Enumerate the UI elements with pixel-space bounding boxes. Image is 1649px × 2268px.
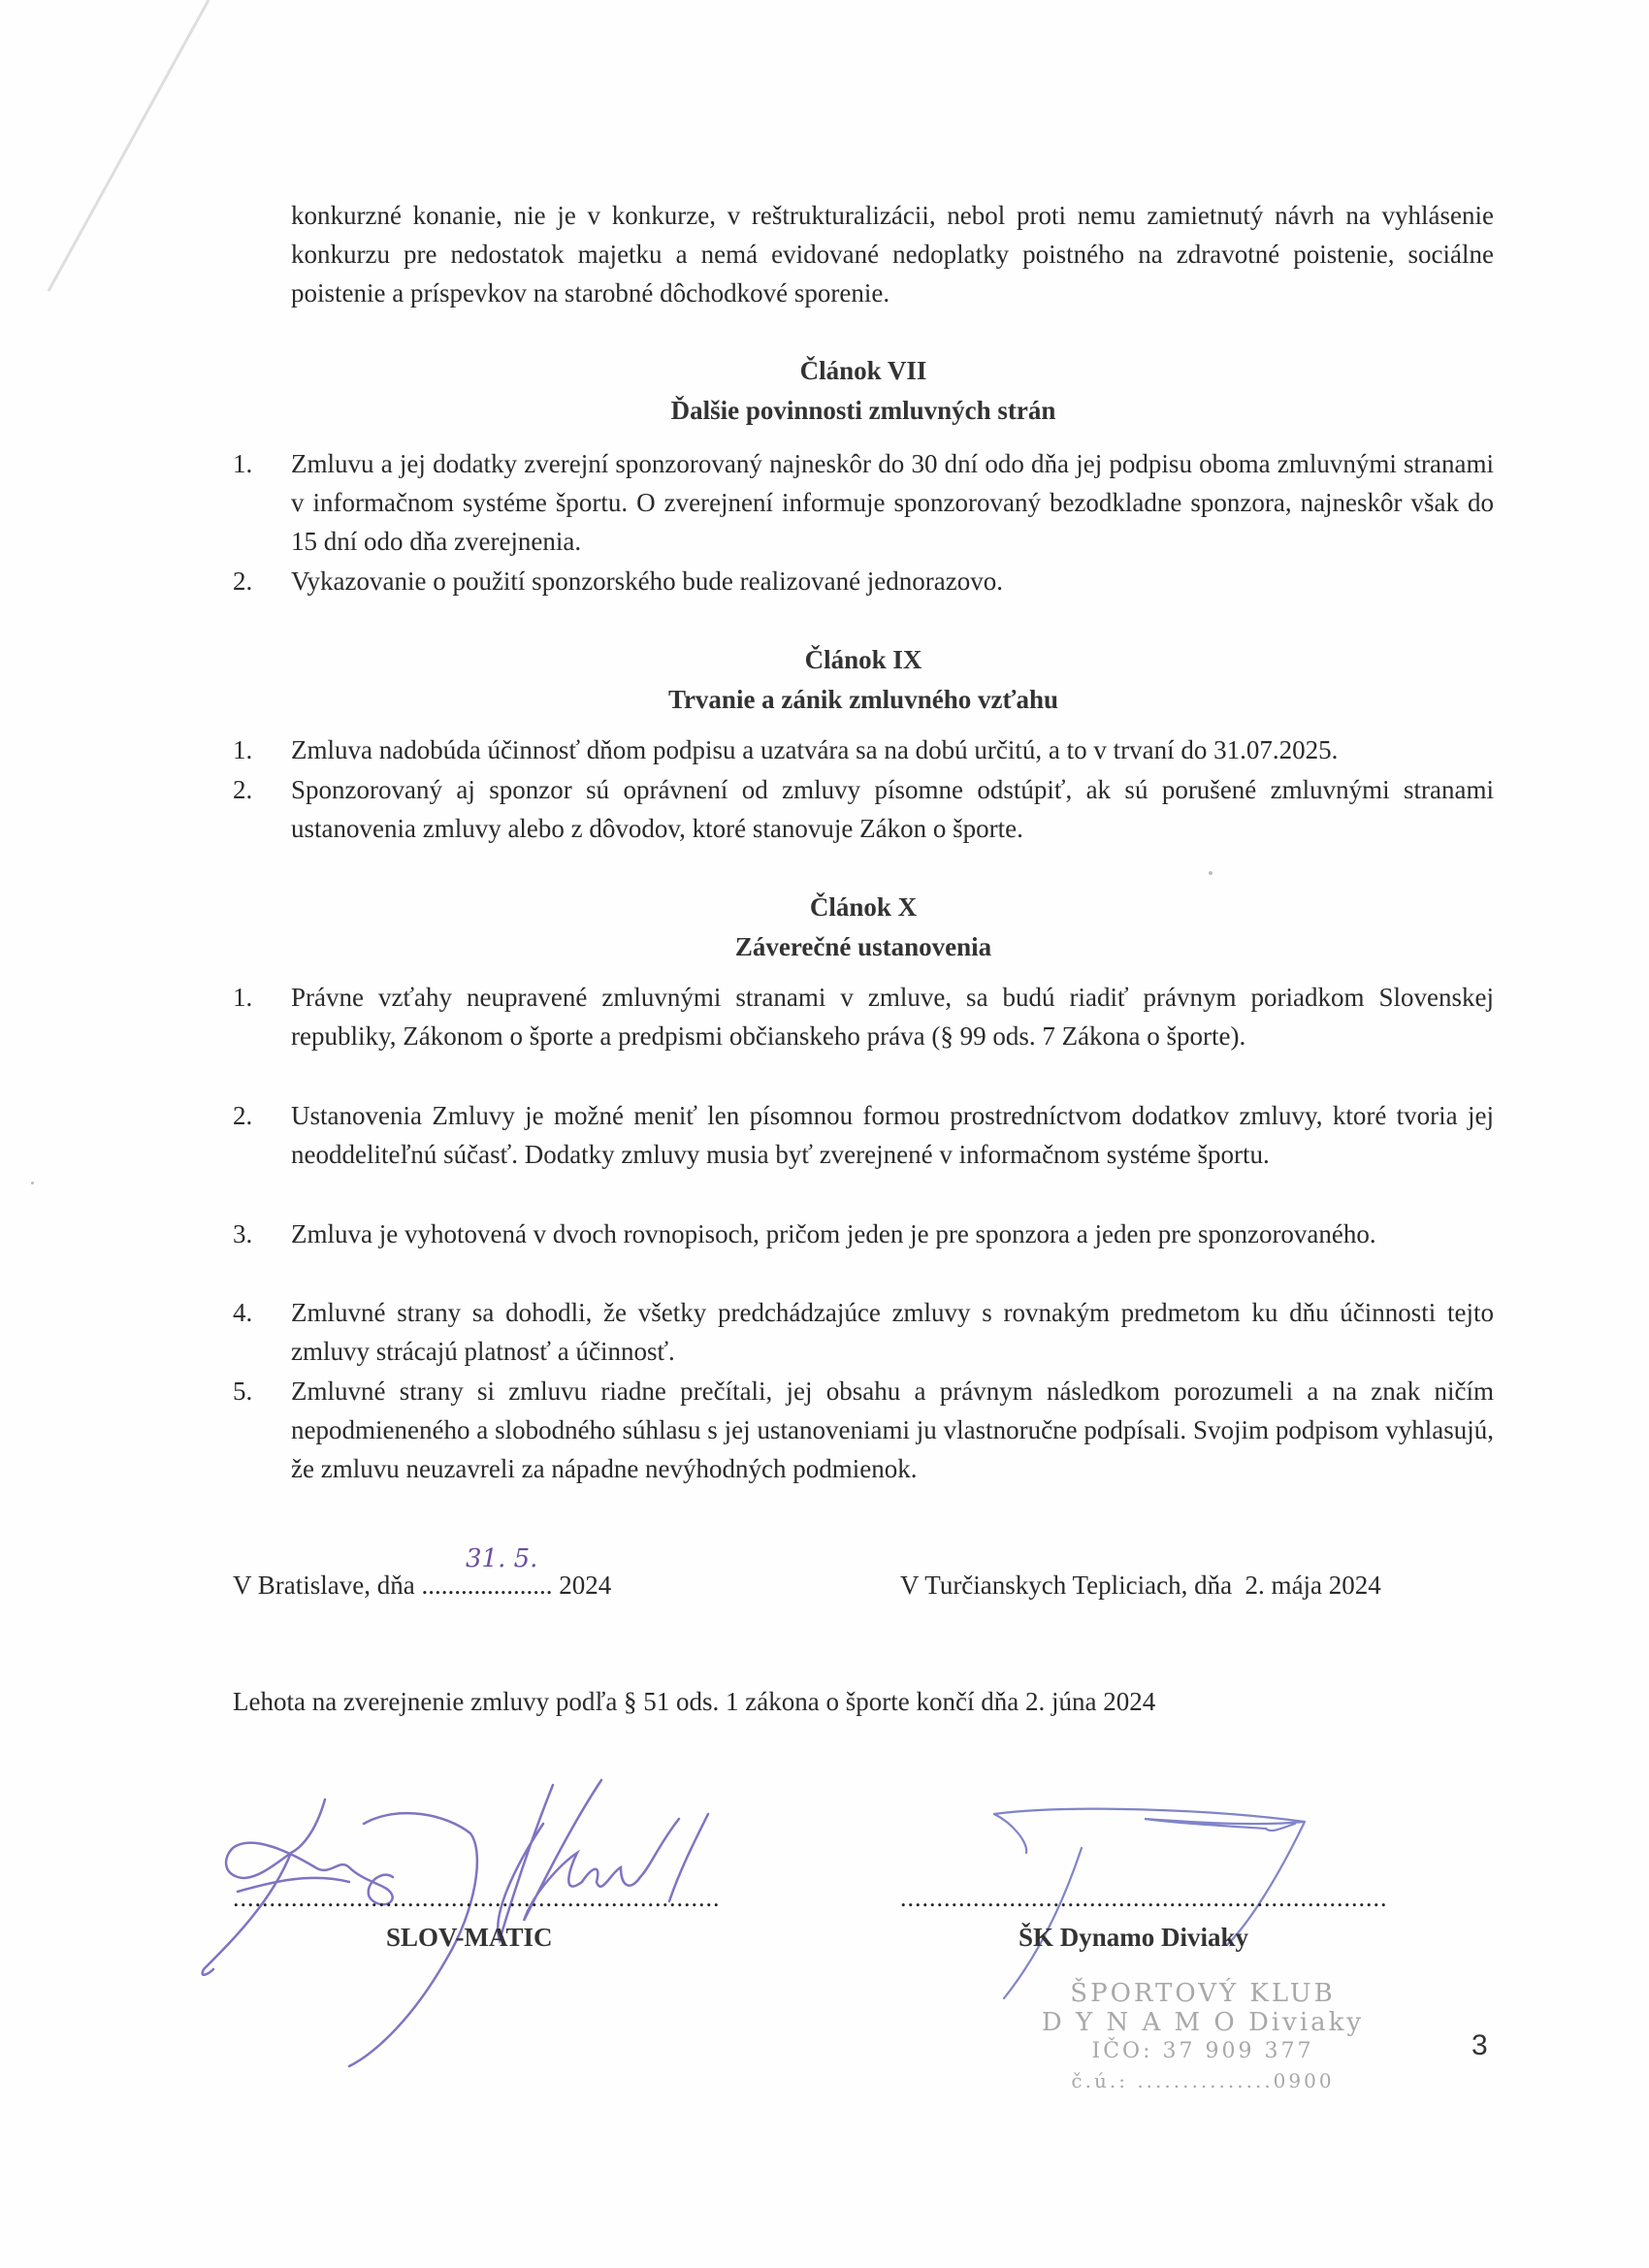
item-text: Ustanovenia Zmluvy je možné meniť len písomnou formou prostredníctvom dodatkov zmluvy, ktoré tvoria jej neoddeliteľnú súčasť. Dodatky zmluvy musia byť zverejnené v informačnom systéme športu. <box>291 1101 1494 1169</box>
page-number: 3 <box>1471 2029 1488 2061</box>
place-date-right: V Turčianskych Tepliciach, dňa 2. mája 2024 <box>900 1571 1381 1600</box>
scan-speck <box>31 1182 34 1184</box>
item-number: 1. <box>233 449 253 478</box>
place-left-year: 2024 <box>559 1571 612 1600</box>
party-name-left: SLOV-MATIC <box>386 1923 553 1952</box>
party-name-right: ŠK Dynamo Diviaky <box>1018 1923 1249 1952</box>
intro-paragraph: konkurzné konanie, nie je v konkurze, v reštrukturalizácii, nebol proti nemu zamietnutý návrh na vyhlásenie konkurzu pre nedostatok majetku a nemá evidované nedoplatky poistného na zdravotné poistenie, sociálne poistenie a príspevkov na starobné dôchodkové sporenie. <box>291 201 1494 308</box>
stamp-line-3: IČO: 37 909 377 <box>1091 2039 1314 2063</box>
club-stamp <box>1018 1979 1387 2095</box>
item-text: Vykazovanie o použití sponzorského bude realizované jednorazovo. <box>291 567 1003 596</box>
item-number: 1. <box>233 983 253 1012</box>
scan-speck <box>1209 871 1212 875</box>
item-number: 5. <box>233 1377 253 1406</box>
signature-line-right: ................................................................... <box>900 1884 1388 1912</box>
date-dotted-field: .................... <box>421 1571 553 1600</box>
item-number: 2. <box>233 567 253 596</box>
item-number: 2. <box>233 1101 253 1130</box>
scan-artifact-line <box>0 0 291 310</box>
item-text: Zmluvné strany si zmluvu riadne prečítali, jej obsahu a právnym následkom porozumeli a na znak ničím nepodmieneného a slobodného súhlasu s jej ustanoveniami ju vlastnoručne podpísali. Svojim podpisom vyhlasujú, že zmluvu neuzavreli za nápadne nevýhodných podmienok. <box>291 1377 1494 1483</box>
article-7-title: Ďalšie povinnosti zmluvných strán <box>670 396 1056 425</box>
item-number: 4. <box>233 1298 253 1327</box>
stamp-line-2: D Y N A M O Diviaky <box>1041 2008 1365 2037</box>
place-left-prefix: V Bratislave, dňa <box>233 1571 415 1600</box>
stamp-line-4: č.ú.: ...............0900 <box>1071 2069 1335 2092</box>
item-text: Sponzorovaný aj sponzor sú oprávnení od zmluvy písomne odstúpiť, ak sú porušené zmluvnými stranami ustanovenia zmluvy alebo z dôvodov, ktoré stanovuje Zákon o športe. <box>291 775 1494 843</box>
handwritten-date: 31. 5. <box>466 1544 538 1573</box>
item-number: 2. <box>233 775 253 804</box>
article-9-title: Trvanie a zánik zmluvného vzťahu <box>667 685 1059 714</box>
article-9-number: Článok IX <box>804 645 922 674</box>
item-text: Právne vzťahy neupravené zmluvnými stranami v zmluve, sa budú riadiť právnym poriadkom Slovenskej republiky, Zákonom o športe a predpismi občianskeho práva (§ 99 ods. 7 Zákona o športe). <box>291 983 1494 1051</box>
item-text: Zmluva je vyhotovená v dvoch rovnopisoch, pričom jeden je pre sponzora a jeden pre sponzorovaného. <box>291 1219 1376 1248</box>
article-10-number: Článok X <box>809 892 918 922</box>
place-date-left <box>233 1566 611 1604</box>
item-text: Zmluvu a jej dodatky zverejní sponzorovaný najneskôr do 30 dní odo dňa jej podpisu oboma zmluvnými stranami v informačnom systéme športu. O zverejnení informuje sponzorovaný bezodkladne sponzora, najneskôr však do 15 dní odo dňa zverejnenia. <box>291 449 1494 556</box>
item-number: 3. <box>233 1219 253 1248</box>
signature-left <box>194 1775 737 2066</box>
article-10-title: Záverečné ustanovenia <box>734 932 992 961</box>
deadline-note: Lehota na zverejnenie zmluvy podľa § 51 ods. 1 zákona o športe končí dňa 2. júna 2024 <box>233 1687 1156 1716</box>
item-text: Zmluva nadobúda účinnosť dňom podpisu a uzatvára sa na dobú určitú, a to v trvaní do 31.07.2025. <box>291 735 1339 764</box>
stamp-line-1: ŠPORTOVÝ KLUB <box>1070 1979 1336 2008</box>
item-number: 1. <box>233 735 253 764</box>
article-7-number: Článok VII <box>799 356 927 385</box>
item-text: Zmluvné strany sa dohodli, že všetky predchádzajúce zmluvy s rovnakým predmetom ku dňu účinnosti tejto zmluvy strácajú platnosť a účinnosť. <box>291 1298 1494 1366</box>
signature-line-left: ................................................................... <box>233 1884 721 1912</box>
